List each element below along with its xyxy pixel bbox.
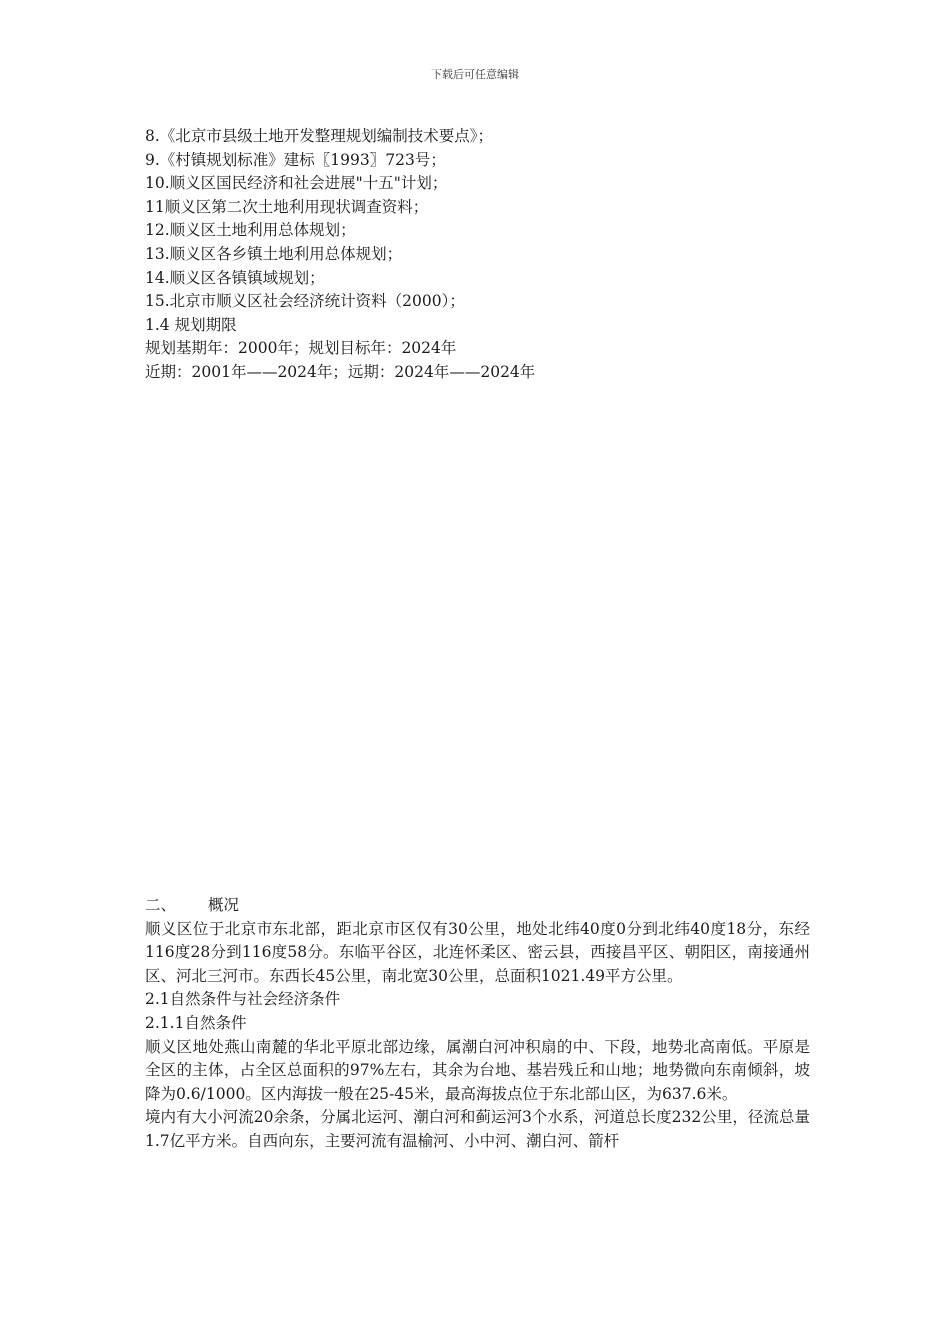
planning-term: 近期：2001年——2024年；远期：2024年——2024年 bbox=[145, 362, 536, 381]
overview-block bbox=[145, 894, 810, 1154]
subsection-heading: 2.1自然条件与社会经济条件 bbox=[145, 990, 341, 1009]
reference-item: 13.顺义区各乡镇土地利用总体规划； bbox=[145, 244, 403, 263]
section-heading-overview bbox=[145, 894, 810, 918]
natural-conditions-paragraph: 顺义区地处燕山南麓的华北平原北部边缘，属潮白河冲积扇的中、下段，地势北高南低。平原是全区的主体，占全区总面积的97%左右，其余为台地、基岩残丘和山地；地势微向东南倾斜，坡降为0.6/1000。区内海拔一般在25-45米，最高海拔点位于东北部山区，为637.6米。 bbox=[145, 1037, 810, 1103]
page-header-note: 下载后可任意编辑 bbox=[431, 68, 519, 81]
section-number: 二、 bbox=[145, 896, 177, 914]
overview-intro-paragraph: 顺义区位于北京市东北部，距北京市区仅有30公里，地处北纬40度0分到北纬40度18分，东经116度28分到116度58分。东临平谷区，北连怀柔区、密云县，西接昌平区、朝阳区，南接通州区、河北三河市。东西长45公里，南北宽30公里，总面积1021.49平方公里。 bbox=[145, 919, 810, 985]
reference-item: 11顺义区第二次土地利用现状调查资料； bbox=[145, 197, 429, 216]
references-block bbox=[145, 125, 810, 385]
reference-item: 14.顺义区各镇镇域规划； bbox=[145, 268, 325, 287]
section-heading-planning-period: 1.4 规划期限 bbox=[145, 315, 237, 334]
reference-item: 15.北京市顺义区社会经济统计资料（2000）； bbox=[145, 292, 465, 311]
rivers-paragraph: 境内有大小河流20余条，分属北运河、潮白河和蓟运河3个水系，河道总长度232公里，径流总量1.7亿平方米。自西向东，主要河流有温榆河、小中河、潮白河、箭杆 bbox=[145, 1108, 810, 1150]
planning-base-year: 规划基期年：2000年；规划目标年：2024年 bbox=[145, 339, 457, 358]
reference-item: 9.《村镇规划标准》建标〖1993〗723号； bbox=[145, 150, 446, 169]
reference-item: 8.《北京市县级土地开发整理规划编制技术要点》； bbox=[145, 127, 494, 145]
section-title: 概况 bbox=[208, 896, 240, 914]
reference-item: 12.顺义区土地利用总体规划； bbox=[145, 221, 356, 240]
reference-item: 10.顺义区国民经济和社会进展"十五"计划； bbox=[145, 174, 448, 193]
subsubsection-heading: 2.1.1自然条件 bbox=[145, 1013, 247, 1032]
